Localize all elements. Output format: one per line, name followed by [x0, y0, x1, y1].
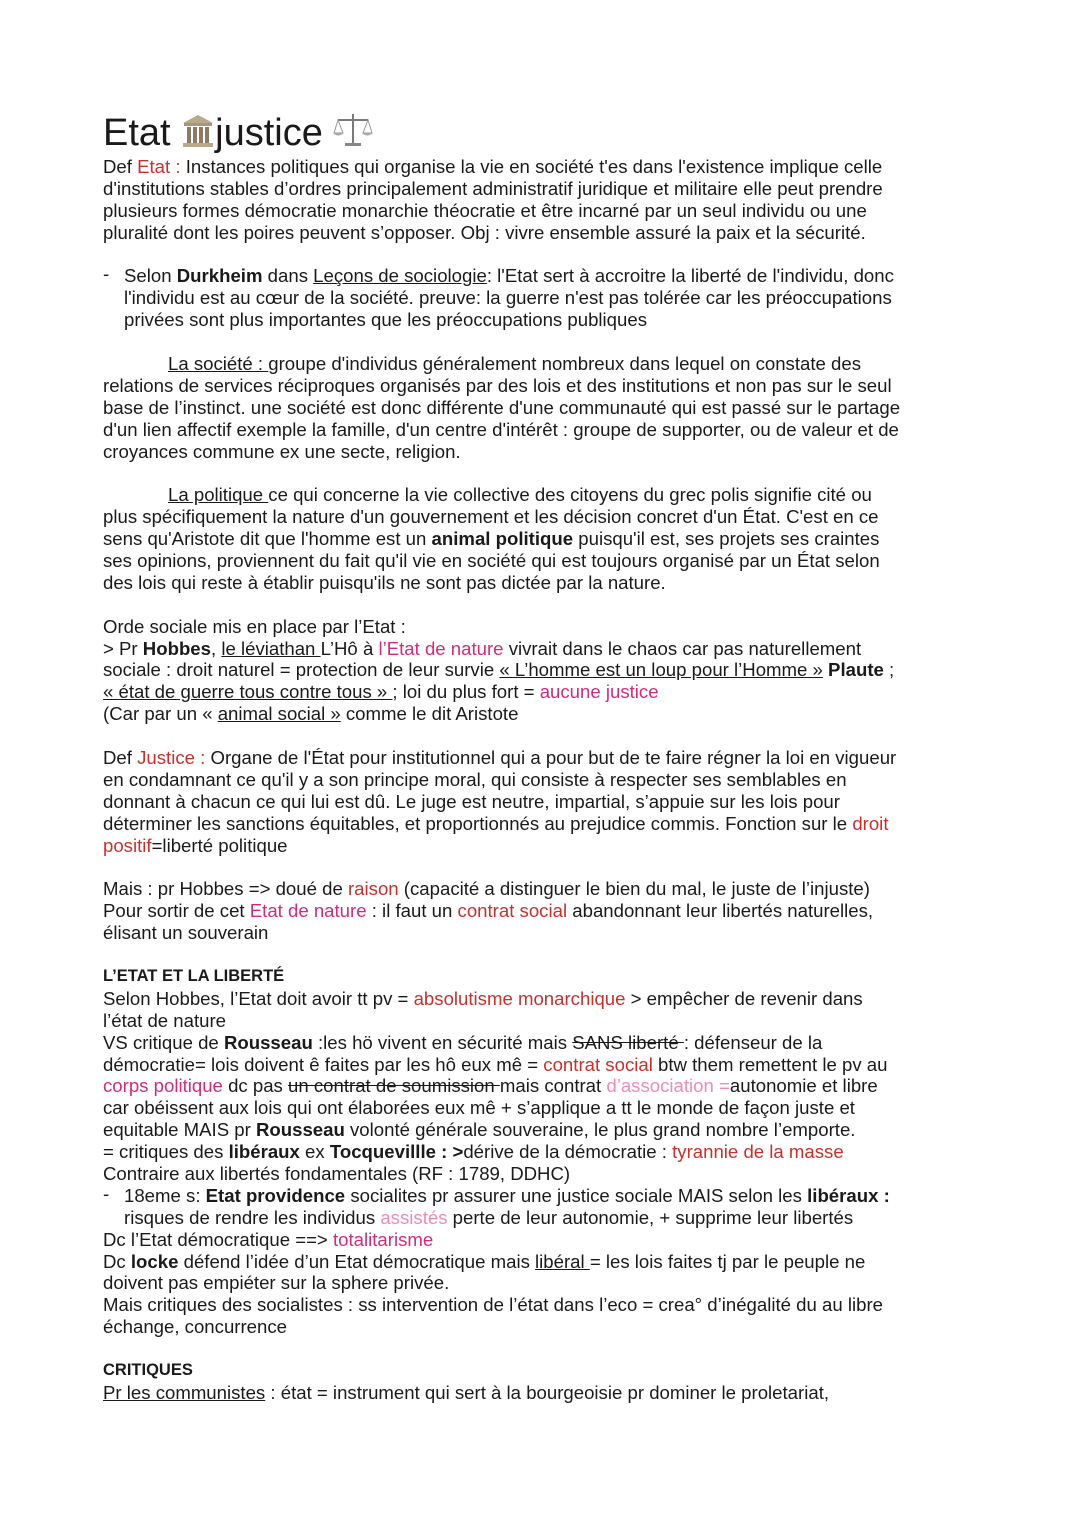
text-span: donnant à chacun ce qui lui est dû. Le juge est neutre, impartial, s’appuie sur les lois pour	[103, 790, 840, 812]
page-title	[103, 110, 1003, 156]
document	[103, 110, 1003, 1404]
underlined-text: animal social »	[217, 703, 341, 725]
text-span: sociale : droit naturel = protection de leur survie	[103, 659, 500, 681]
text-span: dérive de la démocratie :	[463, 1141, 673, 1163]
text-span: L’Hô à	[320, 637, 379, 659]
text-line	[103, 265, 1003, 287]
text-line	[103, 309, 1003, 331]
text-line	[103, 1163, 1003, 1185]
bold-term: Durkheim	[176, 265, 263, 287]
text-span: défend l’idée d’un Etat démocratique mais	[178, 1250, 536, 1272]
text-line	[103, 1141, 1003, 1163]
text-span: ; loi du plus fort =	[392, 681, 540, 703]
text-span: plusieurs formes démocratie monarchie théocratie et être incarné par un seul individu ou une	[103, 199, 867, 221]
text-line	[103, 353, 1003, 375]
blank-line	[103, 244, 1003, 266]
title-etat: Etat	[103, 112, 171, 154]
bold-term: Hobbes	[142, 637, 211, 659]
text-span: ;	[883, 659, 895, 681]
text-line	[103, 441, 1003, 463]
underlined-text: « L’homme est un loup pour l’Homme »	[499, 659, 823, 681]
text-span: d'institutions stables d’ordres principalement administratif juridique et militaire elle peut prendre	[103, 177, 883, 199]
text-line	[103, 506, 1003, 528]
text-span: car obéissent aux lois qui ont élaborées eux mê + s’applique a tt le monde de façon juste et	[103, 1097, 855, 1119]
text-span: : défenseur de la	[683, 1031, 823, 1053]
text-line	[103, 572, 1003, 594]
highlighted-term: Etat de nature	[249, 900, 367, 922]
text-span: socialites pr assurer une justice sociale MAIS selon les	[345, 1184, 808, 1206]
highlighted-term: l’Etat de nature	[378, 637, 504, 659]
text-span: dans	[262, 265, 314, 287]
bold-term: libéraux	[228, 1141, 300, 1163]
text-span: échange, concurrence	[103, 1316, 287, 1338]
text-span: l'individu est au cœur de la société. preuve: la guerre n'est pas tolérée car les préoccupations	[124, 287, 892, 309]
text-line	[103, 1294, 1003, 1316]
text-span: mais contrat	[499, 1075, 607, 1097]
document-body	[103, 156, 1003, 1404]
text-span: d'un lien affectif exemple la famille, d'un centre d'intérêt : groupe de supporter, ou de valeur et de	[103, 418, 899, 440]
text-line	[103, 1032, 1003, 1054]
underlined-text: La politique	[168, 484, 269, 506]
blank-line	[103, 725, 1003, 747]
text-line	[103, 1054, 1003, 1076]
highlighted-term: contrat social	[457, 900, 568, 922]
text-span: =liberté politique	[151, 834, 288, 856]
bold-term: locke	[130, 1250, 179, 1272]
highlighted-term: corps politique	[103, 1075, 223, 1097]
text-line	[103, 988, 1003, 1010]
text-span: = critiques des	[103, 1141, 229, 1163]
text-span: élisant un souverain	[103, 922, 269, 944]
text-span: CRITIQUES	[103, 1360, 193, 1379]
text-span: déterminer les sanctions équitables, et proportionnés au prejudice commis. Fonction sur le	[103, 812, 853, 834]
bold-term: libéraux :	[807, 1184, 890, 1206]
text-line	[103, 1316, 1003, 1338]
highlighted-term: Justice :	[137, 747, 206, 769]
underlined-text: Pr les communistes	[103, 1381, 266, 1403]
text-span: ,	[210, 637, 222, 659]
text-span: Selon Hobbes, l’Etat doit avoir tt pv =	[103, 987, 414, 1009]
text-span: base de l’instinct. une société est donc différente d'une communauté qui est passé sur le partage	[103, 396, 901, 418]
text-span: Dc	[103, 1250, 131, 1272]
text-span: > Pr	[103, 637, 143, 659]
text-span: des lois qui reste à établir puisqu'ils ne sont pas dictée par la nature.	[103, 571, 666, 593]
blank-line	[103, 944, 1003, 966]
text-span: abandonnant leur libertés naturelles,	[567, 900, 874, 922]
highlighted-term: contrat social	[543, 1053, 653, 1075]
highlighted-term: d’association =	[606, 1075, 730, 1097]
bold-term: animal politique	[431, 528, 574, 550]
text-span: démocratie= lois doivent ê faites par les hô eux mê =	[103, 1053, 544, 1075]
text-span: : l'Etat sert à accroitre la liberté de l'individu, donc	[486, 265, 894, 287]
underlined-text: La société :	[168, 353, 269, 375]
text-span: doivent pas empiéter sur la sphere privée.	[103, 1272, 450, 1294]
text-line	[103, 1010, 1003, 1032]
text-span: Orde sociale mis en place par l’Etat :	[103, 615, 406, 637]
highlighted-term: tyrannie de la masse	[672, 1141, 844, 1163]
underlined-text: « état de guerre tous contre tous »	[103, 681, 393, 703]
blank-line	[103, 331, 1003, 353]
text-line	[103, 156, 1003, 178]
text-line	[103, 550, 1003, 572]
text-span: vivrait dans le chaos car pas naturellement	[503, 637, 862, 659]
text-span: VS critique de	[103, 1031, 224, 1053]
text-span: privées sont plus importantes que les préoccupations publiques	[124, 309, 648, 331]
text-span: Pour sortir de cet	[103, 900, 250, 922]
text-line	[103, 878, 1003, 900]
text-line	[103, 769, 1003, 791]
blank-line	[103, 594, 1003, 616]
text-span: autonomie et libre	[729, 1075, 878, 1097]
text-span: ex	[299, 1141, 330, 1163]
text-line	[103, 1382, 1003, 1404]
text-line	[103, 1185, 1003, 1207]
text-span: dc pas	[222, 1075, 289, 1097]
section-heading	[103, 966, 1003, 988]
text-line	[103, 681, 1003, 703]
text-line	[103, 616, 1003, 638]
text-span: l’état de nature	[103, 1009, 227, 1031]
text-line	[103, 922, 1003, 944]
text-span: volonté générale souveraine, le plus grand nombre l’emporte.	[344, 1119, 856, 1141]
highlighted-term: absolutisme monarchique	[413, 987, 626, 1009]
highlighted-term: raison	[347, 878, 399, 900]
text-span: :les hö vivent en sécurité mais	[312, 1031, 573, 1053]
text-line	[103, 638, 1003, 660]
text-line	[103, 484, 1003, 506]
text-span: (Car par un «	[103, 703, 218, 725]
text-span: Organe de l'État pour institutionnel qui a pour but de te faire régner la loi en vigueur	[205, 747, 897, 769]
balance-scale-icon	[333, 111, 373, 160]
text-span: equitable MAIS pr	[103, 1119, 256, 1141]
text-span: ce qui concerne la vie collective des citoyens du grec polis signifie cité ou	[268, 484, 872, 506]
text-span: 18eme s:	[124, 1184, 206, 1206]
bold-term: Rousseau	[255, 1119, 345, 1141]
text-line	[103, 1272, 1003, 1294]
blank-line	[103, 1338, 1003, 1360]
text-span: comme le dit Aristote	[340, 703, 519, 725]
text-line	[103, 747, 1003, 769]
text-line	[103, 397, 1003, 419]
text-span: btw them remettent le pv au	[652, 1053, 888, 1075]
text-line	[103, 659, 1003, 681]
text-span: Def	[103, 156, 138, 177]
text-line	[103, 1097, 1003, 1119]
text-line	[103, 1207, 1003, 1229]
bold-term: Plaute	[828, 659, 884, 681]
section-heading	[103, 1360, 1003, 1382]
highlighted-term: Etat :	[137, 156, 181, 177]
bold-term: Etat providence	[205, 1184, 346, 1206]
highlighted-term: totalitarisme	[332, 1228, 434, 1250]
text-line	[103, 791, 1003, 813]
text-span: en condamnant ce qu'il y a son principe moral, qui consiste à respecter ses semblables en	[103, 768, 847, 790]
underlined-text: Leçons de sociologie	[313, 265, 487, 287]
underlined-text: libéral	[535, 1250, 590, 1272]
text-span: plus spécifiquement la nature d'un gouvernement et les décision concret d'un État. C'est en ce	[103, 506, 879, 528]
bold-term: Rousseau	[223, 1031, 313, 1053]
bold-term: Tocquevillle : >	[329, 1141, 464, 1163]
text-span: relations de services réciproques organisés par des lois et des institutions et non pas sur le seul	[103, 374, 892, 396]
text-span: sens qu'Aristote dit que l'homme est un	[103, 528, 432, 550]
underlined-text: le léviathan	[221, 637, 321, 659]
highlighted-term: droit	[852, 812, 889, 834]
text-line	[103, 419, 1003, 441]
text-span: Mais critiques des socialistes : ss intervention de l’état dans l’eco = crea° d’inégalité du au libre	[103, 1294, 884, 1316]
text-line	[103, 813, 1003, 835]
text-span: groupe d'individus généralement nombreux dans lequel on constate des	[268, 353, 862, 375]
text-line	[103, 287, 1003, 309]
text-span: Selon	[124, 265, 177, 287]
text-span: perte de leur autonomie, + supprime leur libertés	[447, 1206, 854, 1228]
text-span: Dc l’Etat démocratique ==>	[103, 1228, 333, 1250]
strikethrough-text: un contrat de soumission	[288, 1075, 500, 1097]
highlighted-term: assistés	[380, 1206, 448, 1228]
text-line	[103, 835, 1003, 857]
text-line	[103, 222, 1003, 244]
text-span: ses opinions, proviennent du fait qu'il vie en société qui est toujours organisé par un État selon	[103, 550, 880, 572]
text-span: Contraire aux libertés fondamentales (RF : 1789, DDHC)	[103, 1162, 571, 1184]
text-span: Instances politiques qui organise la vie en société t'es dans l'existence implique celle	[180, 156, 883, 177]
text-span: Mais : pr Hobbes => doué de	[103, 878, 348, 900]
text-span: croyances commune ex une secte, religion.	[103, 440, 461, 462]
text-line	[103, 900, 1003, 922]
classical-building-icon	[181, 113, 215, 160]
text-span: risques de rendre les individus	[124, 1206, 381, 1228]
blank-line	[103, 462, 1003, 484]
blank-line	[103, 857, 1003, 879]
text-line	[103, 703, 1003, 725]
text-span: L’ETAT ET LA LIBERTÉ	[103, 966, 285, 985]
highlighted-term: positif	[103, 834, 152, 856]
text-span: Def	[103, 747, 138, 769]
text-span: > empêcher de revenir dans	[625, 987, 863, 1009]
text-span: (capacité a distinguer le bien du mal, le juste de l’injuste)	[398, 878, 870, 900]
text-span: pluralité dont les poires peuvent s’opposer. Obj : vivre ensemble assuré la paix et la sécurité.	[103, 221, 866, 243]
text-line	[103, 200, 1003, 222]
text-span: puisqu'il est, ses projets ses craintes	[573, 528, 880, 550]
text-line	[103, 1119, 1003, 1141]
text-span: : il faut un	[366, 900, 458, 922]
text-span: : état = instrument qui sert à la bourgeoisie pr dominer le proletariat,	[265, 1381, 830, 1403]
text-line	[103, 528, 1003, 550]
text-span: = les lois faites tj par le peuple ne	[589, 1250, 866, 1272]
text-line	[103, 178, 1003, 200]
text-line	[103, 375, 1003, 397]
text-line	[103, 1229, 1003, 1251]
text-line	[103, 1075, 1003, 1097]
title-justice: justice	[215, 112, 323, 154]
text-line	[103, 1251, 1003, 1273]
strikethrough-text: SANS liberté	[572, 1031, 684, 1053]
highlighted-term: aucune justice	[539, 681, 659, 703]
